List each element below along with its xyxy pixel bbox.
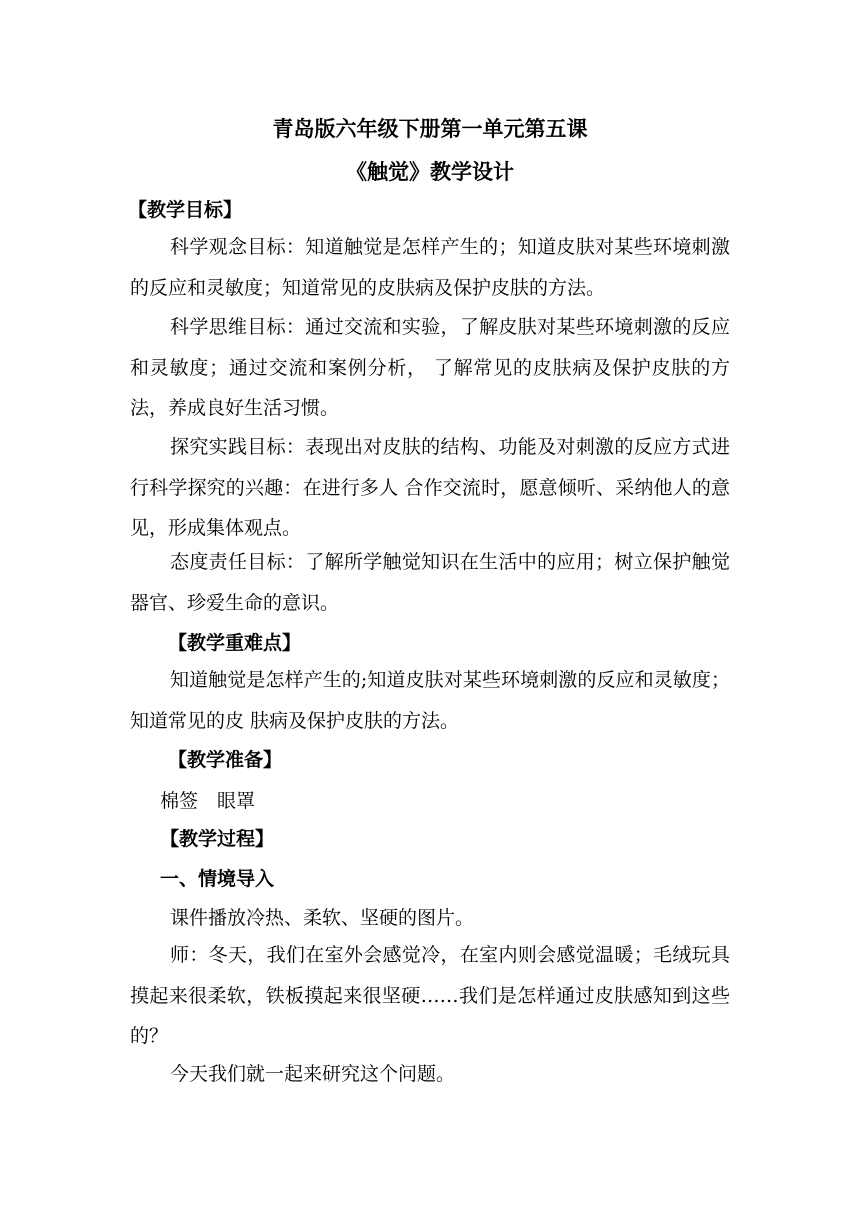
step1-heading: 一、情境导入 xyxy=(160,868,275,890)
section-heading-objectives: 【教学目标】 xyxy=(128,199,243,221)
step1-teacher-speech: 师：冬天，我们在室外会感觉冷，在室内则会感觉温暖；毛绒玩具摸起来很柔软，铁板摸起来很坚硬……我们是怎样通过皮肤感知到这些的？ xyxy=(130,944,730,1047)
step1-courseware-line: 课件播放冷热、柔软、坚硬的图片。 xyxy=(170,907,475,929)
document-title: 青岛版六年级下册第一单元第五课 xyxy=(272,116,588,141)
objective-science-thinking: 科学思维目标：通过交流和实验，了解皮肤对某些环境刺激的反应和灵敏度；通过交流和案例分析， 了解常见的皮肤病及保护皮肤的方法，养成良好生活习惯。 xyxy=(130,316,730,419)
step1-closing-line: 今天我们就一起来研究这个问题。 xyxy=(170,1063,456,1085)
key-points-text: 知道触觉是怎样产生的;知道皮肤对某些环境刺激的反应和灵敏度；知道常见的皮 肤病及保护皮肤的方法。 xyxy=(130,669,730,732)
objective-attitude-responsibility: 态度责任目标：了解所学触觉知识在生活中的应用；树立保护触觉器官、珍爱生命的意识。 xyxy=(130,551,730,614)
section-heading-process: 【教学过程】 xyxy=(160,828,275,850)
preparation-text: 棉签 眼罩 xyxy=(160,790,256,812)
document-subtitle: 《触觉》教学设计 xyxy=(346,159,514,184)
section-heading-preparation: 【教学准备】 xyxy=(168,749,283,771)
objective-science-concept: 科学观念目标：知道触觉是怎样产生的；知道皮肤对某些环境刺激的反应和灵敏度；知道常见的皮肤病及保护皮肤的方法。 xyxy=(130,236,730,299)
objective-inquiry-practice: 探究实践目标：表现出对皮肤的结构、功能及对刺激的反应方式进行科学探究的兴趣：在进行多人 合作交流时，愿意倾听、采纳他人的意见，形成集体观点。 xyxy=(130,436,730,539)
section-heading-key-points: 【教学重难点】 xyxy=(168,632,302,654)
